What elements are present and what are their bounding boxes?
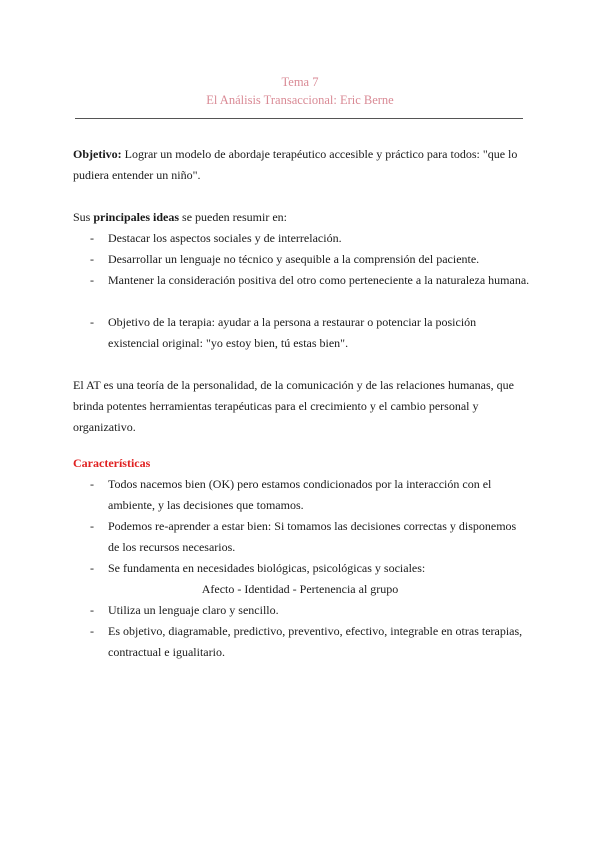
list-item: [90, 600, 530, 621]
list-item: [90, 558, 530, 579]
dash-bullet: -: [90, 273, 94, 287]
list-item: [90, 474, 530, 516]
dash-bullet: -: [90, 231, 94, 245]
document-header: [0, 73, 600, 109]
list-item-text: Podemos re-aprender a estar bien: Si tomamos las decisiones correctas y disponemos de los recursos necesarios.: [108, 519, 517, 554]
dash-bullet: -: [90, 561, 94, 575]
list-item: [90, 621, 530, 663]
characteristics-heading: Características: [73, 456, 151, 470]
ideas-intro-pre: Sus: [73, 210, 94, 224]
document-title: El Análisis Transaccional: Eric Berne: [206, 93, 394, 107]
dash-bullet: -: [90, 603, 94, 617]
list-item-text: Se fundamenta en necesidades biológicas, psicológicas y sociales:: [108, 561, 426, 575]
ideas-intro: [73, 207, 528, 228]
topic-number: Tema 7: [281, 75, 319, 89]
ideas-intro-post: se pueden resumir en:: [179, 210, 287, 224]
dash-bullet: -: [90, 519, 94, 533]
list-item: [90, 228, 530, 249]
header-divider: [75, 118, 523, 119]
list-item-text: Destacar los aspectos sociales y de interrelación.: [108, 231, 342, 245]
at-paragraph: El AT es una teoría de la personalidad, de la comunicación y de las relaciones humanas, que brinda potentes herramientas terapéuticas para el crecimiento y el cambio personal y organizativo.: [73, 378, 514, 434]
dash-bullet: -: [90, 315, 94, 329]
list-item-text: Utiliza un lenguaje claro y sencillo.: [108, 603, 279, 617]
list-item-text: Todos nacemos bien (OK) pero estamos condicionados por la interacción con el ambiente, y las decisiones que tomamos.: [108, 477, 492, 512]
list-item-text: Desarrollar un lenguaje no técnico y asequible a la comprensión del paciente.: [108, 252, 480, 266]
list-item: [90, 249, 530, 270]
dash-bullet: -: [90, 477, 94, 491]
dash-bullet: -: [90, 252, 94, 266]
list-item-text: Mantener la consideración positiva del otro como perteneciente a la naturaleza humana.: [108, 273, 530, 287]
ideas-intro-bold: principales ideas: [93, 210, 180, 224]
objective-label: Objetivo:: [73, 147, 122, 161]
objective-paragraph: [73, 144, 528, 186]
list-item: [90, 312, 530, 354]
list-item: [90, 270, 530, 291]
list-item-text: Objetivo de la terapia: ayudar a la persona a restaurar o potenciar la posición existencial original: "yo estoy bien, tú estas bien".: [108, 315, 477, 350]
list-item: [90, 516, 530, 558]
list-item-text: Es objetivo, diagramable, predictivo, preventivo, efectivo, integrable en otras terapias, contractual e igualitario.: [108, 624, 523, 659]
objective-text: Lograr un modelo de abordaje terapéutico accesible y práctico para todos: "que lo pudiera entender un niño".: [73, 147, 518, 182]
needs-line: Afecto - Identidad - Pertenencia al grupo: [201, 582, 399, 596]
dash-bullet: -: [90, 624, 94, 638]
